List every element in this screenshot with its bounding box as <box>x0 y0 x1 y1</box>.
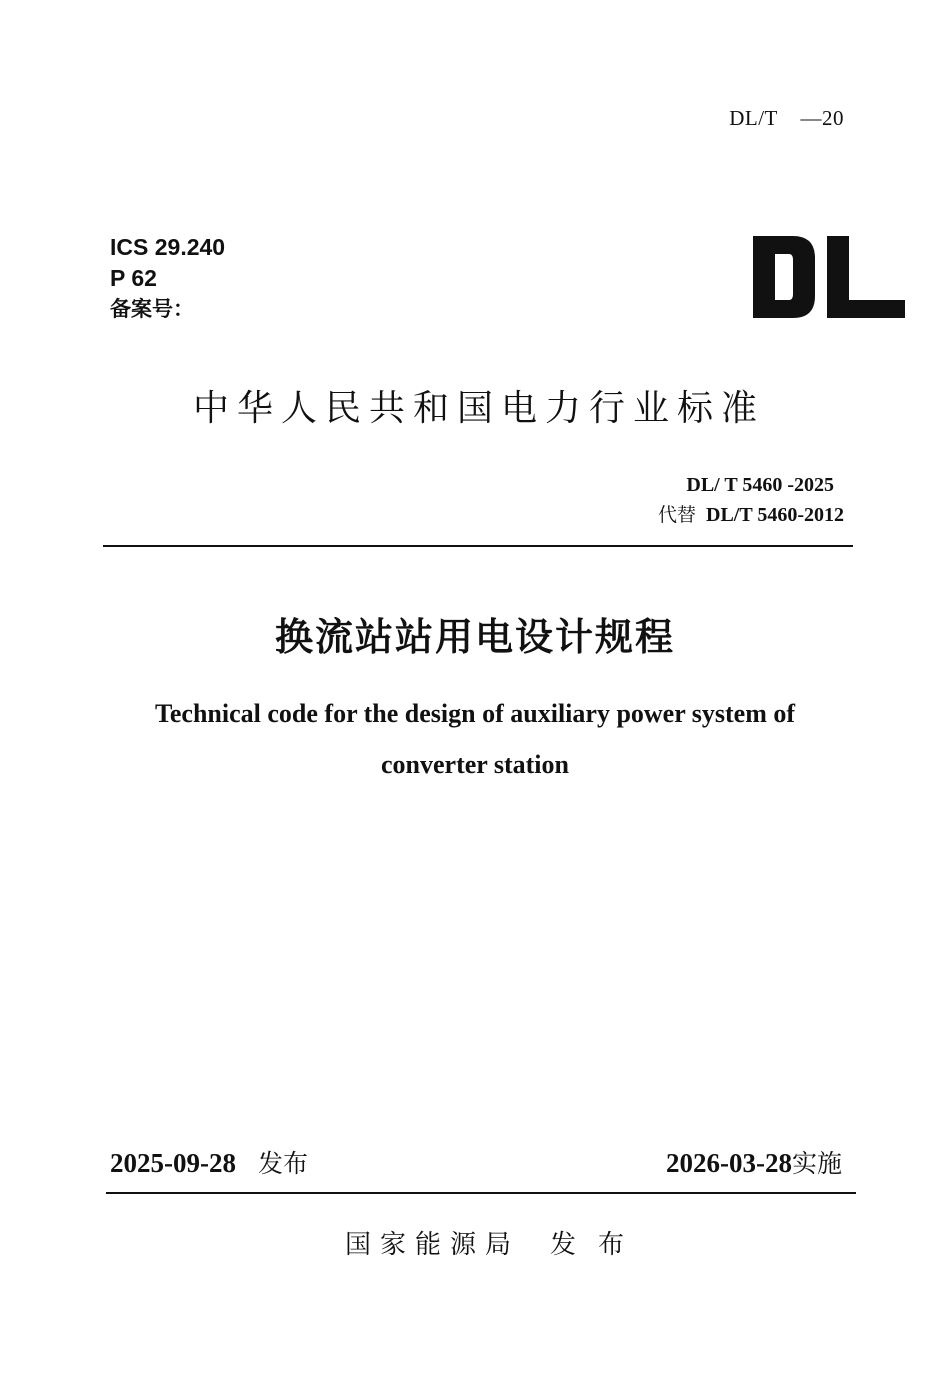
replaces-line <box>658 500 844 530</box>
ics-code: ICS 29.240 <box>110 234 226 260</box>
implementation-date: 2026-03-28 <box>666 1148 792 1178</box>
header-standard-code: DL/T —20 <box>729 106 844 130</box>
standard-number-block <box>658 470 844 530</box>
issue-label: 发布 <box>257 1149 308 1178</box>
document-title-english <box>0 688 950 790</box>
dl-logo <box>753 234 905 320</box>
issuer-action: 发布 <box>550 1230 647 1260</box>
document-title-chinese: 换流站站用电设计规程 <box>274 614 675 659</box>
issuer-name: 国家能源局 <box>345 1230 521 1260</box>
replaces-label: 代替 <box>658 504 697 526</box>
logo-letter-d <box>753 236 815 318</box>
implementation-date-line <box>666 1144 842 1180</box>
issuer-line <box>345 1224 646 1261</box>
title-english-line-2: converter station <box>381 750 569 779</box>
classification-block <box>110 232 225 325</box>
implementation-label: 实施 <box>791 1149 842 1178</box>
issue-date: 2025-09-28 <box>110 1148 236 1178</box>
logo-letter-l <box>827 236 905 318</box>
standard-category-title: 中华人民共和国电力行业标准 <box>192 388 765 429</box>
title-english-line-1: Technical code for the design of auxiliary power system of <box>154 699 796 728</box>
standard-number: DL/ T 5460 -2025 <box>686 474 834 496</box>
top-divider <box>103 545 853 547</box>
bottom-divider <box>106 1192 856 1194</box>
replaces-number: DL/T 5460-2012 <box>706 504 844 526</box>
issue-date-line <box>110 1144 308 1180</box>
ccs-code: P 62 <box>110 265 157 291</box>
filing-number-label: 备案号： <box>110 297 194 321</box>
